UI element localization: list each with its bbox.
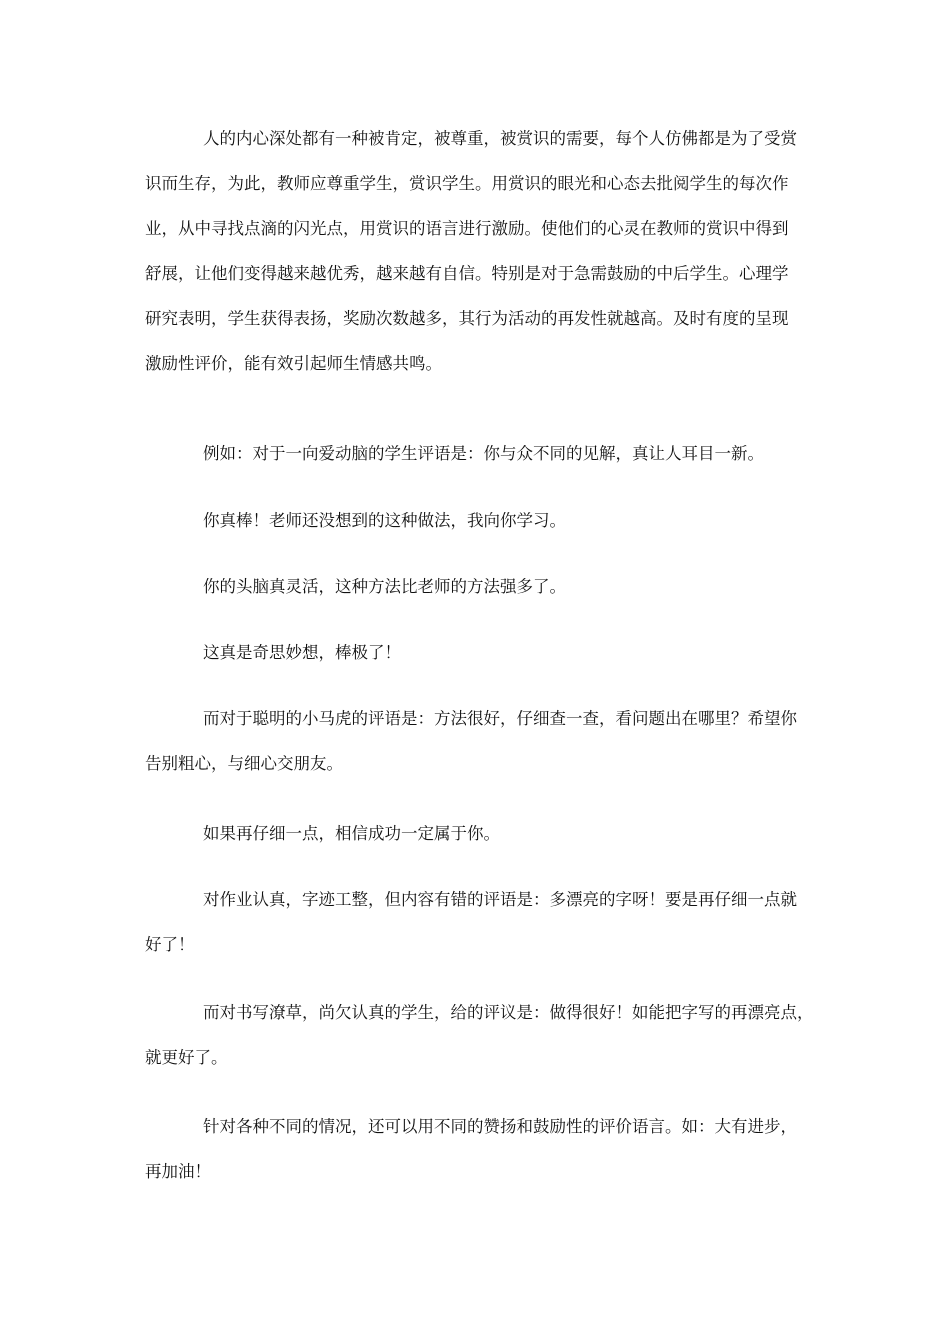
text-line: 告别粗心，与细心交朋友。 <box>145 754 343 773</box>
text-line: 再加油！ <box>145 1162 211 1181</box>
text-line: 业，从中寻找点滴的闪光点，用赏识的语言进行激励。使他们的心灵在教师的赏识中得到 <box>145 219 789 238</box>
text-line: 如果再仔细一点，相信成功一定属于你。 <box>203 824 500 843</box>
text-line: 针对各种不同的情况，还可以用不同的赞扬和鼓励性的评价语言。如：大有进步， <box>203 1117 797 1136</box>
paragraph-various-situations <box>145 1104 825 1194</box>
text-line: 而对于聪明的小马虎的评语是：方法很好，仔细查一查，看问题出在哪里？希望你 <box>203 709 797 728</box>
text-line: 研究表明，学生获得表扬，奖励次数越多，其行为活动的再发性就越高。及时有度的呈现 <box>145 309 789 328</box>
text-line: 例如：对于一向爱动脑的学生评语是：你与众不同的见解，真让人耳目一新。 <box>203 444 764 463</box>
text-line: 人的内心深处都有一种被肯定，被尊重，被赏识的需要，每个人仿佛都是为了受赏 <box>203 129 797 148</box>
text-line: 对作业认真，字迹工整，但内容有错的评语是：多漂亮的字呀！要是再仔细一点就 <box>203 890 797 909</box>
paragraph-messy-handwriting <box>145 990 825 1080</box>
text-line: 你真棒！老师还没想到的这种做法，我向你学习。 <box>203 511 566 530</box>
text-line: 好了！ <box>145 935 195 954</box>
paragraph-example-idea <box>145 630 825 675</box>
text-line: 而对书写潦草，尚欠认真的学生，给的评议是：做得很好！如能把字写的再漂亮点， <box>203 1003 814 1022</box>
paragraph-appreciation-intro <box>145 116 825 386</box>
paragraph-example-thinker <box>145 431 825 476</box>
text-line: 你的头脑真灵活，这种方法比老师的方法强多了。 <box>203 577 566 596</box>
text-line: 激励性评价，能有效引起师生情感共鸣。 <box>145 354 442 373</box>
text-line: 识而生存，为此，教师应尊重学生，赏识学生。用赏识的眼光和心态去批阅学生的每次作 <box>145 174 789 193</box>
paragraph-careless-student <box>145 696 825 786</box>
text-line: 就更好了。 <box>145 1048 228 1067</box>
paragraph-example-smart <box>145 564 825 609</box>
paragraph-example-great <box>145 498 825 543</box>
paragraph-neat-handwriting <box>145 877 825 967</box>
text-line: 舒展，让他们变得越来越优秀，越来越有自信。特别是对于急需鼓励的中后学生。心理学 <box>145 264 789 283</box>
paragraph-success <box>145 811 825 856</box>
text-line: 这真是奇思妙想，棒极了！ <box>203 643 401 662</box>
